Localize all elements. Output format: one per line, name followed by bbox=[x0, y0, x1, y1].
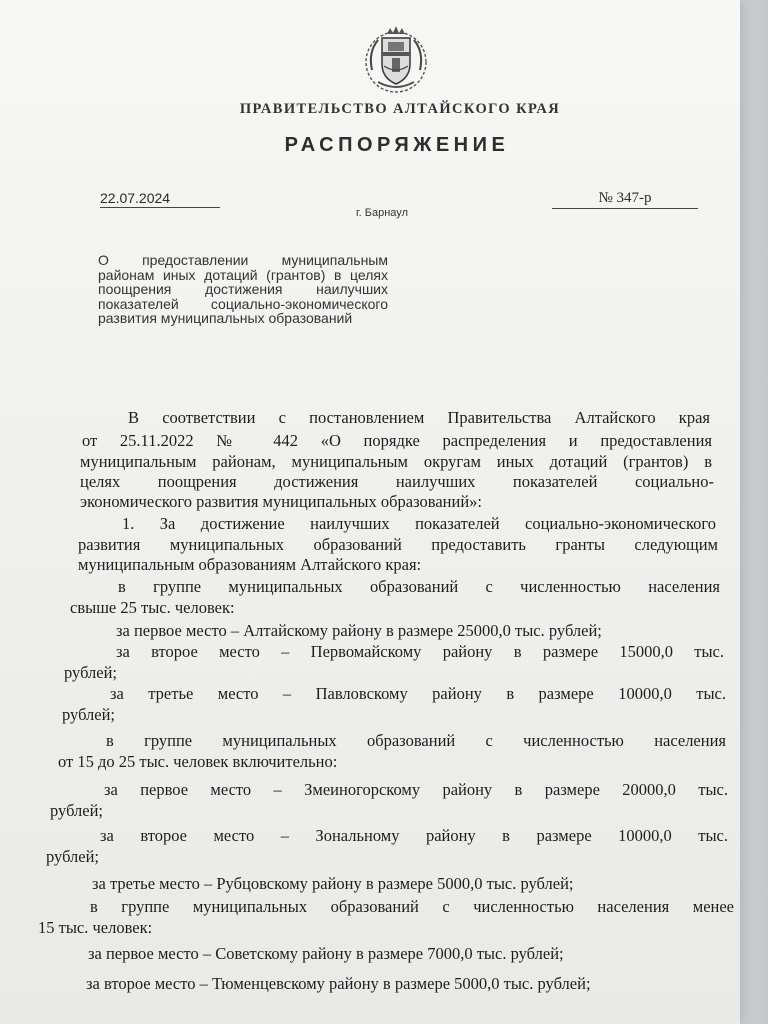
body-line: от 15 до 25 тыс. человек включительно: bbox=[58, 752, 338, 771]
body-line: в группе муниципальных образований с численностью населения bbox=[118, 577, 720, 596]
body-line: в группе муниципальных образований с численностью населения bbox=[106, 731, 726, 750]
body-line: за первое место – Алтайскому району в размере 25000,0 тыс. рублей; bbox=[116, 621, 602, 640]
body-line: за третье место – Рубцовскому району в размере 5000,0 тыс. рублей; bbox=[92, 874, 574, 893]
document-type-heading: РАСПОРЯЖЕНИЕ bbox=[284, 134, 510, 156]
document-date: 22.07.2024 bbox=[100, 190, 220, 208]
document-subject: О предоставлении муниципальным районам иных дотаций (грантов) в целях поощрения достижения наилучших показателей социально-экономического развития муниципальных образований bbox=[98, 252, 388, 326]
body-line: экономического развития муниципальных образований»: bbox=[80, 492, 483, 511]
body-line: за второе место – Тюменцевскому району в размере 5000,0 тыс. рублей; bbox=[86, 974, 591, 993]
body-line: 1. За достижение наилучших показателей социально-экономического bbox=[122, 514, 716, 533]
document-number: № 347-р bbox=[552, 190, 698, 209]
body-line: в группе муниципальных образований с численностью населения менее bbox=[90, 897, 734, 916]
body-line: муниципальным районам, муниципальным округам иных дотаций (грантов) в bbox=[80, 452, 712, 471]
body-line: рублей; bbox=[62, 705, 116, 724]
body-line: за второе место – Первомайскому району в размере 15000,0 тыс. bbox=[116, 642, 724, 661]
body-line: за первое место – Советскому району в размере 7000,0 тыс. рублей; bbox=[88, 944, 564, 963]
body-line: свыше 25 тыс. человек: bbox=[70, 598, 235, 617]
body-line: развития муниципальных образований предоставить гранты следующим bbox=[78, 535, 718, 554]
body-line: целях поощрения достижения наилучших показателей социально- bbox=[80, 472, 714, 491]
body-line: муниципальным образованиям Алтайского края: bbox=[78, 555, 422, 574]
body-line: рублей; bbox=[46, 847, 100, 866]
coat-of-arms-emblem bbox=[358, 22, 434, 98]
body-line: рублей; bbox=[64, 663, 118, 682]
document-city: г. Барнаул bbox=[356, 207, 408, 219]
body-line: за второе место – Зональному району в размере 10000,0 тыс. bbox=[100, 826, 728, 845]
body-line: за третье место – Павловскому району в размере 10000,0 тыс. bbox=[110, 684, 726, 703]
body-line: 15 тыс. человек: bbox=[38, 918, 153, 937]
body-line: В соответствии с постановлением Правительства Алтайского края bbox=[128, 408, 710, 427]
body-line: за первое место – Змеиногорскому району в размере 20000,0 тыс. bbox=[104, 780, 728, 799]
body-line: рублей; bbox=[50, 801, 104, 820]
government-title: ПРАВИТЕЛЬСТВО АЛТАЙСКОГО КРАЯ bbox=[239, 101, 561, 117]
body-line: от 25.11.2022 № 442 «О порядке распределения и предоставления bbox=[82, 431, 712, 450]
